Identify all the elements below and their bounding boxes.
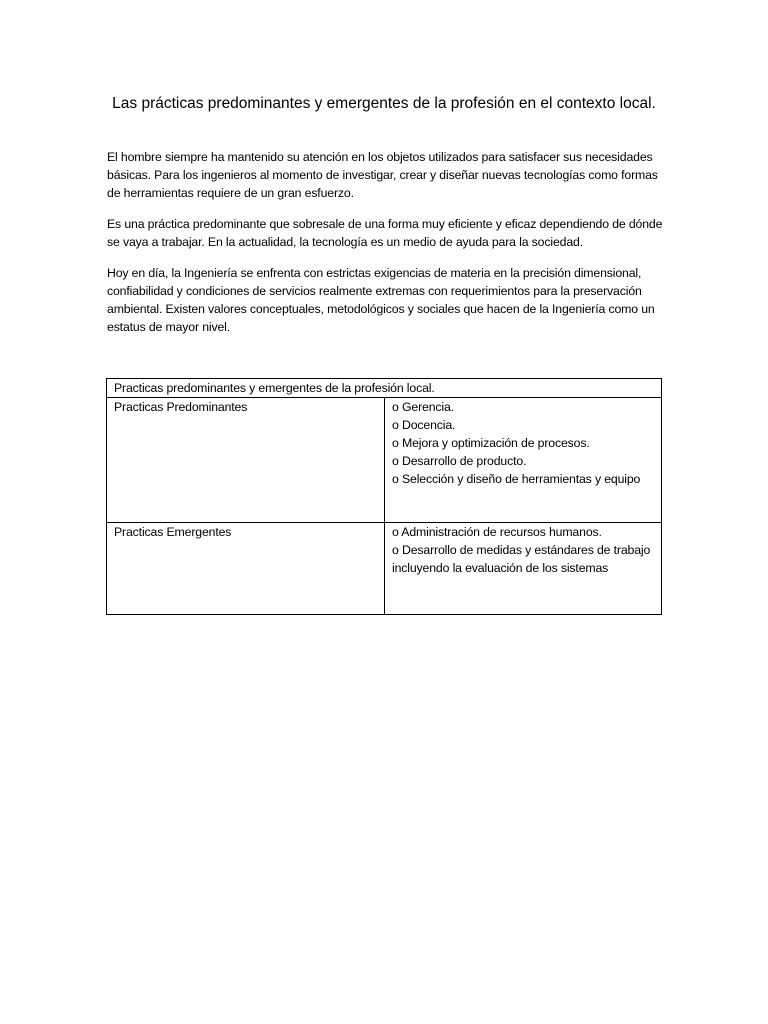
row-items-predominantes bbox=[385, 398, 662, 523]
predominant-practices-list bbox=[392, 398, 654, 488]
table-header-cell: Practicas predominantes y emergentes de la profesión local. bbox=[107, 379, 662, 398]
table-header-row bbox=[107, 379, 662, 398]
list-item: o Docencia. bbox=[392, 418, 456, 432]
practices-table bbox=[106, 378, 662, 615]
document-title: Las prácticas predominantes y emergentes de la profesión en el contexto local. bbox=[112, 95, 656, 112]
list-item: o Mejora y optimización de procesos. bbox=[392, 436, 590, 450]
list-item: o Desarrollo de medidas y estándares de trabajo incluyendo la evaluación de los sistemas bbox=[392, 543, 651, 575]
row-label-emergentes: Practicas Emergentes bbox=[107, 523, 385, 615]
list-item: o Desarrollo de producto. bbox=[392, 454, 527, 468]
paragraph-1: El hombre siempre ha mantenido su atención en los objetos utilizados para satisfacer sus necesidades básicas. Para los ingenieros al momento de investigar, crear y diseñar nuevas tecnologías como formas de herramientas requiere de un gran esfuerzo. bbox=[107, 150, 658, 200]
paragraph-3: Hoy en día, la Ingeniería se enfrenta con estrictas exigencias de materia en la precisión dimensional, confiabilidad y condiciones de servicios realmente extremas con requerimientos para la preservación ambiental. Existen valores conceptuales, metodológicos y sociales que hacen de la Ingeniería como un estatus de mayor nivel. bbox=[107, 266, 655, 334]
emergent-practices-list bbox=[392, 523, 654, 577]
list-item: o Gerencia. bbox=[392, 400, 454, 414]
table-row bbox=[107, 523, 662, 615]
row-items-emergentes bbox=[385, 523, 662, 615]
table-row bbox=[107, 398, 662, 523]
paragraph-2: Es una práctica predominante que sobresale de una forma muy eficiente y eficaz dependiendo de dónde se vaya a trabajar. En la actualidad, la tecnología es un medio de ayuda para la sociedad. bbox=[107, 217, 663, 249]
list-item: o Selección y diseño de herramientas y equipo bbox=[392, 472, 641, 486]
list-item: o Administración de recursos humanos. bbox=[392, 525, 602, 539]
row-label-predominantes: Practicas Predominantes bbox=[107, 398, 385, 523]
